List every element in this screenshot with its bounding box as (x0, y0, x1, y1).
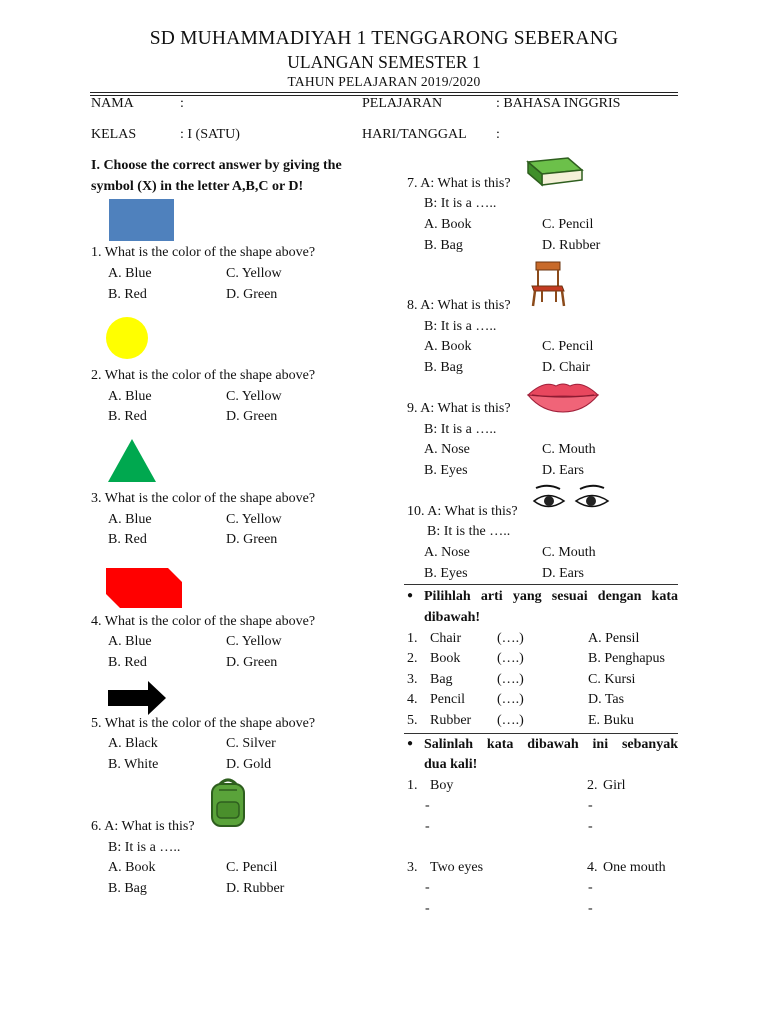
section2-instruction-line1: Pilihlah arti yang sesuai dengan kata (424, 589, 678, 604)
q6-option-d: D. Rubber (226, 881, 285, 896)
question-6-response: B: It is a ….. (108, 840, 181, 855)
copy-item-1-word: Boy (430, 778, 454, 793)
q6-option-a: A. Book (108, 860, 156, 875)
q4-option-c: C. Yellow (226, 634, 282, 649)
q2-option-b: B. Red (108, 409, 147, 424)
q2-option-d: D. Green (226, 409, 278, 424)
match-row-3-word: Bag (430, 672, 453, 687)
q1-option-a: A. Blue (108, 266, 152, 281)
q9-option-a: A. Nose (424, 442, 470, 457)
question-8: 8. A: What is this? (407, 298, 511, 313)
question-10: 10. A: What is this? (407, 504, 518, 519)
copy-dash: - (588, 901, 593, 916)
copy-item-2-num: 2. (587, 778, 598, 793)
match-row-2-word: Book (430, 651, 461, 666)
q9-option-d: D. Ears (542, 463, 584, 478)
copy-item-3-word: Two eyes (430, 860, 484, 875)
question-9-response: B: It is a ….. (424, 422, 497, 437)
eyes-icon (532, 484, 612, 514)
yellow-circle-shape (106, 317, 148, 359)
section3-bullet: ● (407, 738, 414, 749)
section-divider-2 (404, 733, 678, 734)
lips-icon (526, 378, 600, 414)
match-row-4-num: 4. (407, 692, 418, 707)
question-7-response: B: It is a ….. (424, 196, 497, 211)
book-icon (524, 156, 586, 188)
match-row-1-num: 1. (407, 631, 418, 646)
q1-option-d: D. Green (226, 287, 278, 302)
copy-dash: - (425, 819, 430, 834)
q10-option-d: D. Ears (542, 566, 584, 581)
kelas-value: : I (SATU) (180, 127, 240, 142)
chair-icon (528, 260, 568, 308)
question-9: 9. A: What is this? (407, 401, 511, 416)
question-4: 4. What is the color of the shape above? (91, 614, 316, 629)
q10-option-b: B. Eyes (424, 566, 468, 581)
pelajaran-label: PELAJARAN (362, 96, 443, 111)
academic-year: TAHUN PELAJARAN 2019/2020 (287, 74, 481, 89)
q4-option-b: B. Red (108, 655, 147, 670)
q2-option-c: C. Yellow (226, 389, 282, 404)
q8-option-c: C. Pencil (542, 339, 594, 354)
question-7: 7. A: What is this? (407, 176, 511, 191)
copy-item-4-num: 4. (587, 860, 598, 875)
question-2: 2. What is the color of the shape above? (91, 368, 316, 383)
blue-rectangle-shape (109, 199, 174, 241)
copy-dash: - (425, 880, 430, 895)
match-row-1-blank: (….) (497, 631, 524, 646)
q3-option-b: B. Red (108, 532, 147, 547)
header-rule-top (90, 92, 678, 93)
backpack-icon (206, 776, 250, 830)
copy-item-2-word: Girl (603, 778, 626, 793)
match-row-5-word: Rubber (430, 713, 472, 728)
question-3: 3. What is the color of the shape above? (91, 491, 316, 506)
section1-instruction-line2: symbol (X) in the letter A,B,C or D! (91, 179, 304, 194)
copy-item-1-num: 1. (407, 778, 418, 793)
match-row-5-option: E. Buku (588, 713, 634, 728)
copy-dash: - (588, 880, 593, 895)
q5-option-d: D. Gold (226, 757, 272, 772)
q3-option-d: D. Green (226, 532, 278, 547)
question-6: 6. A: What is this? (91, 819, 195, 834)
match-row-3-blank: (….) (497, 672, 524, 687)
kelas-label: KELAS (91, 127, 137, 142)
q1-option-b: B. Red (108, 287, 147, 302)
pelajaran-value: : BAHASA INGGRIS (496, 96, 621, 111)
section1-instruction-line1: I. Choose the correct answer by giving the (91, 158, 342, 173)
q7-option-b: B. Bag (424, 238, 463, 253)
q5-option-c: C. Silver (226, 736, 276, 751)
copy-dash: - (425, 901, 430, 916)
q4-option-a: A. Blue (108, 634, 152, 649)
q8-option-a: A. Book (424, 339, 472, 354)
nama-colon: : (180, 96, 184, 111)
section2-bullet: ● (407, 590, 414, 601)
q10-option-a: A. Nose (424, 545, 470, 560)
section3-instruction-line2: dua kali! (424, 757, 478, 772)
question-10-response: B: It is the ….. (427, 524, 511, 539)
copy-dash: - (588, 819, 593, 834)
section2-instruction-line2: dibawah! (424, 610, 481, 625)
q7-option-d: D. Rubber (542, 238, 601, 253)
copy-item-3-num: 3. (407, 860, 418, 875)
q5-option-b: B. White (108, 757, 159, 772)
q7-option-a: A. Book (424, 217, 472, 232)
match-row-3-option: C. Kursi (588, 672, 636, 687)
copy-dash: - (425, 798, 430, 813)
q7-option-c: C. Pencil (542, 217, 594, 232)
red-hexagon-shape (104, 566, 184, 610)
q4-option-d: D. Green (226, 655, 278, 670)
match-row-4-word: Pencil (430, 692, 465, 707)
q9-option-b: B. Eyes (424, 463, 468, 478)
match-row-5-num: 5. (407, 713, 418, 728)
match-row-4-option: D. Tas (588, 692, 625, 707)
school-name: SD MUHAMMADIYAH 1 TENGGARONG SEBERANG (149, 28, 619, 49)
q8-option-d: D. Chair (542, 360, 591, 375)
match-row-1-option: A. Pensil (588, 631, 640, 646)
q5-option-a: A. Black (108, 736, 158, 751)
match-row-5-blank: (….) (497, 713, 524, 728)
q1-option-c: C. Yellow (226, 266, 282, 281)
match-row-3-num: 3. (407, 672, 418, 687)
match-row-4-blank: (….) (497, 692, 524, 707)
section3-instruction-line1: Salinlah kata dibawah ini sebanyak (424, 737, 678, 752)
exam-title: ULANGAN SEMESTER 1 (287, 52, 481, 72)
question-8-response: B: It is a ….. (424, 319, 497, 334)
black-arrow-shape (106, 680, 168, 716)
q10-option-c: C. Mouth (542, 545, 596, 560)
q2-option-a: A. Blue (108, 389, 152, 404)
hari-label: HARI/TANGGAL (362, 127, 467, 142)
q9-option-c: C. Mouth (542, 442, 596, 457)
nama-label: NAMA (91, 96, 134, 111)
match-row-2-option: B. Penghapus (588, 651, 665, 666)
hari-colon: : (496, 127, 500, 142)
copy-dash: - (588, 798, 593, 813)
section-divider-1 (404, 584, 678, 585)
q6-option-c: C. Pencil (226, 860, 278, 875)
copy-item-4-word: One mouth (603, 860, 666, 875)
q3-option-c: C. Yellow (226, 512, 282, 527)
match-row-2-blank: (….) (497, 651, 524, 666)
match-row-1-word: Chair (430, 631, 462, 646)
q3-option-a: A. Blue (108, 512, 152, 527)
question-5: 5. What is the color of the shape above? (91, 716, 316, 731)
match-row-2-num: 2. (407, 651, 418, 666)
green-triangle-shape (106, 437, 158, 483)
question-1: 1. What is the color of the shape above? (91, 245, 316, 260)
q8-option-b: B. Bag (424, 360, 463, 375)
q6-option-b: B. Bag (108, 881, 147, 896)
